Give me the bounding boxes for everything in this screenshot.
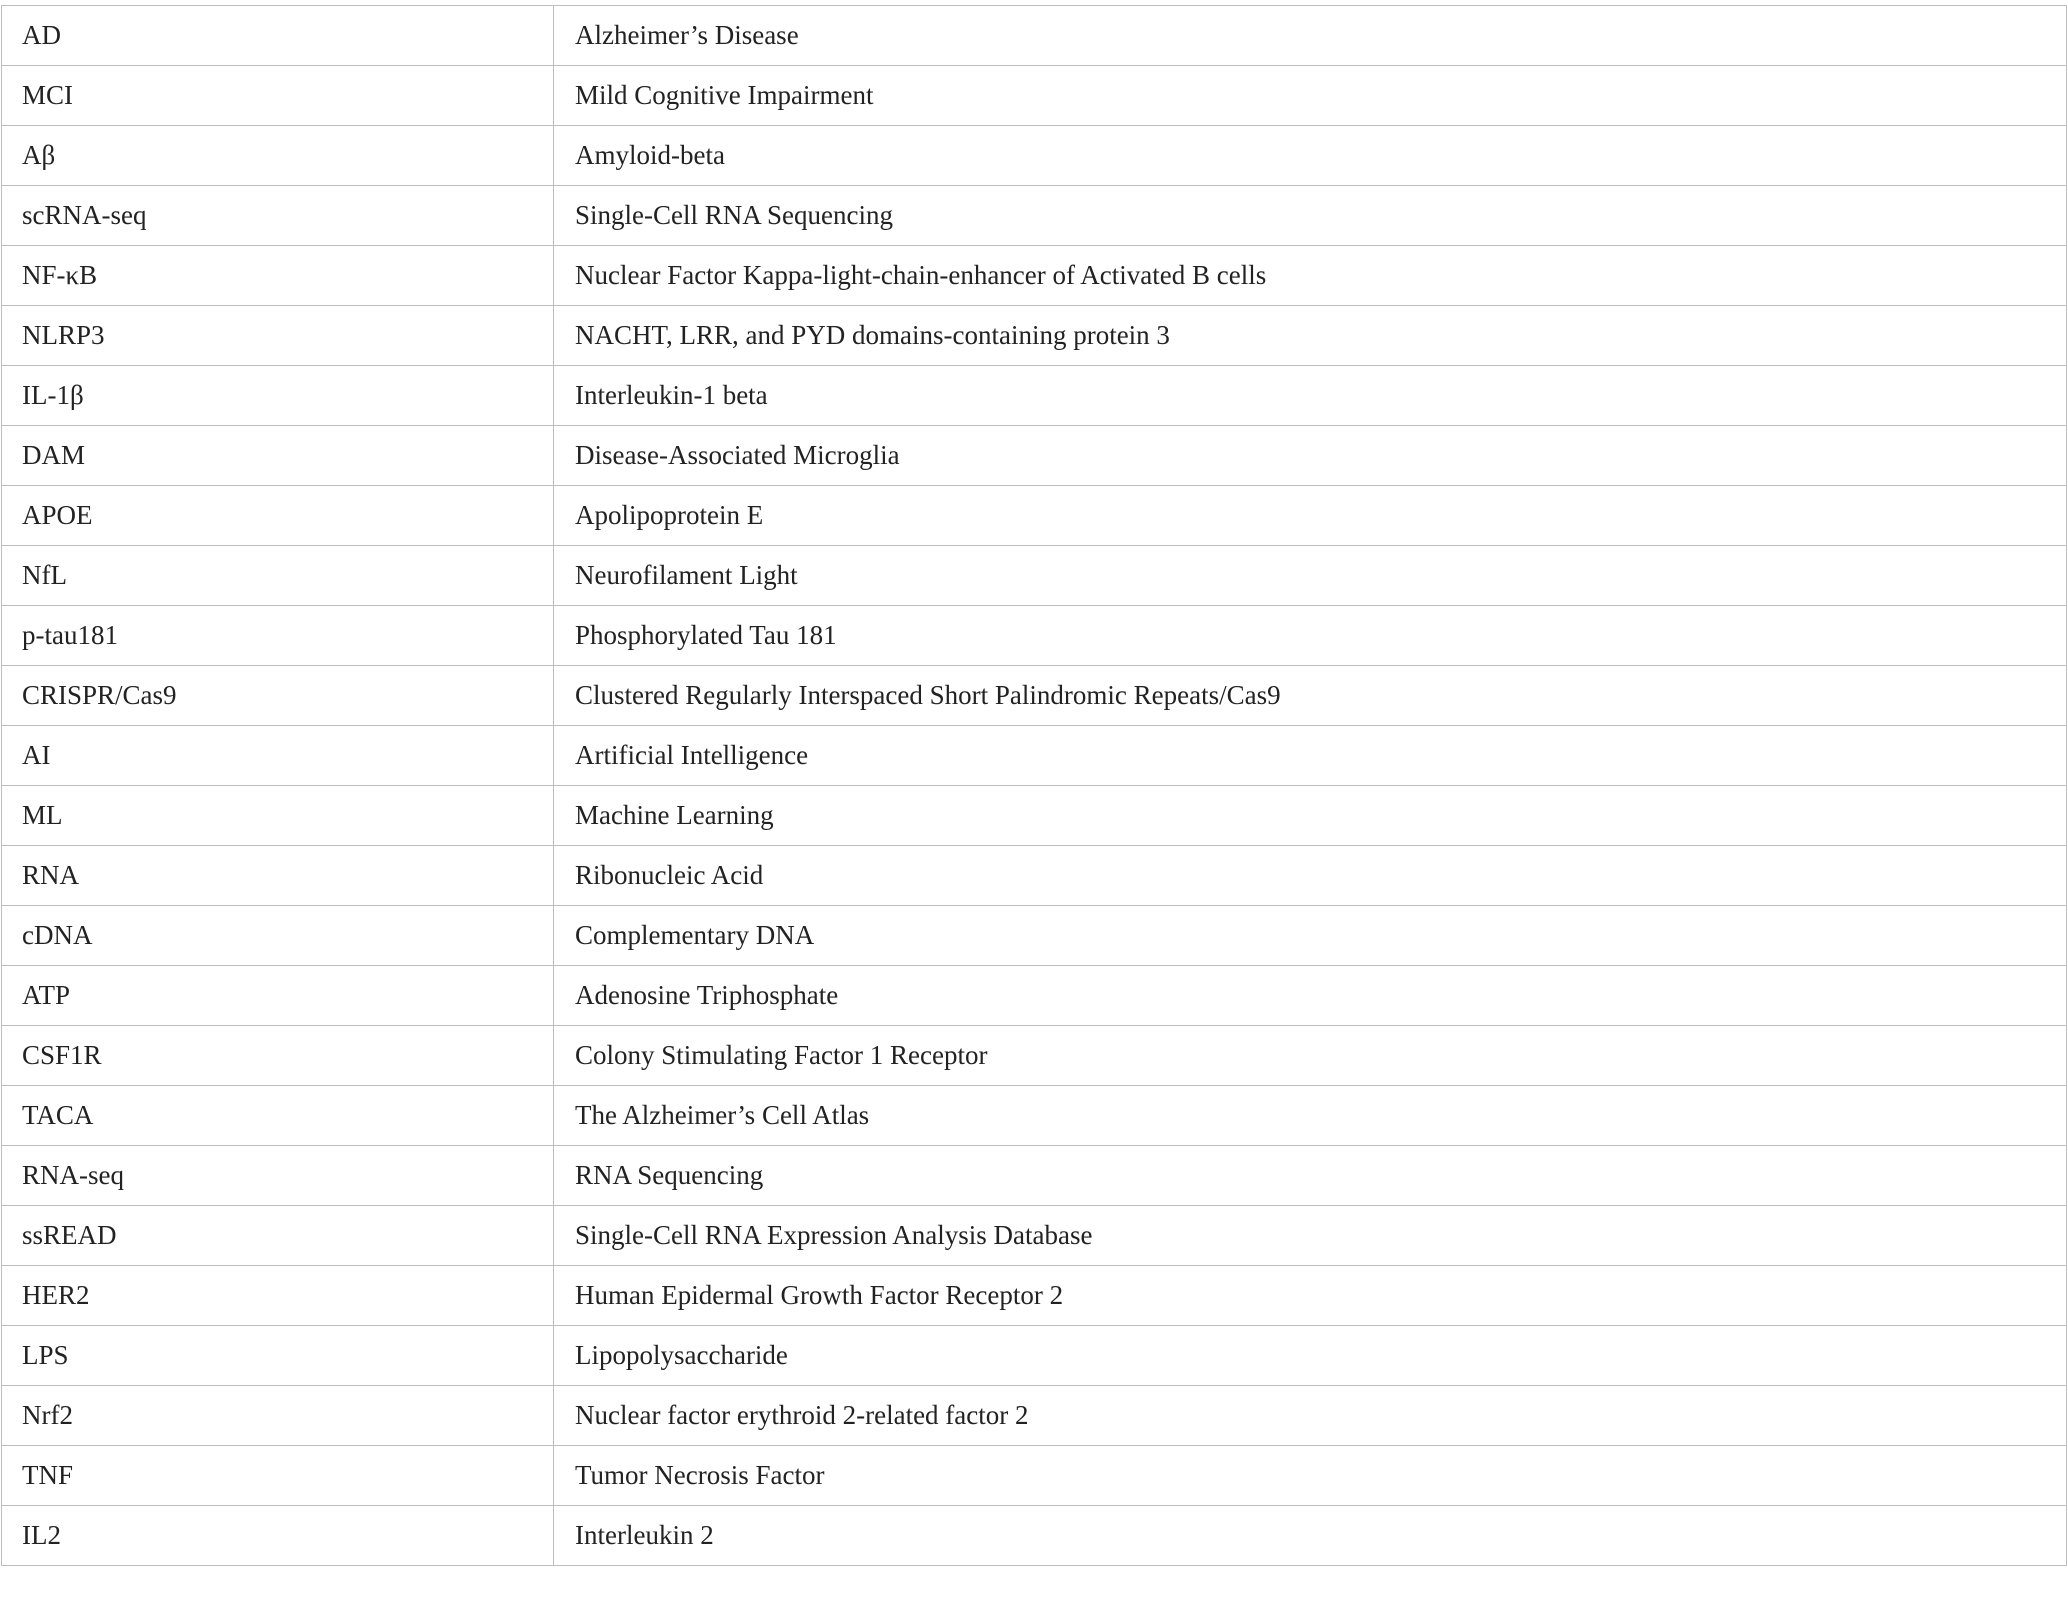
table-row — [2, 1206, 2067, 1266]
abbreviation-cell: APOE — [2, 486, 554, 546]
table-row — [2, 726, 2067, 786]
table-row — [2, 1266, 2067, 1326]
abbreviation-cell: IL-1β — [2, 366, 554, 426]
definition-cell: Machine Learning — [554, 786, 2067, 846]
definition-cell: Single-Cell RNA Sequencing — [554, 186, 2067, 246]
abbreviation-cell: Nrf2 — [2, 1386, 554, 1446]
definition-cell: Clustered Regularly Interspaced Short Palindromic Repeats/Cas9 — [554, 666, 2067, 726]
definition-cell: Phosphorylated Tau 181 — [554, 606, 2067, 666]
table-row — [2, 486, 2067, 546]
abbreviation-cell: HER2 — [2, 1266, 554, 1326]
table-row — [2, 786, 2067, 846]
definition-cell: The Alzheimer’s Cell Atlas — [554, 1086, 2067, 1146]
definition-cell: Mild Cognitive Impairment — [554, 66, 2067, 126]
definition-cell: Artificial Intelligence — [554, 726, 2067, 786]
abbreviation-cell: cDNA — [2, 906, 554, 966]
table-row — [2, 306, 2067, 366]
definition-cell: Complementary DNA — [554, 906, 2067, 966]
abbreviation-cell: Aβ — [2, 126, 554, 186]
abbreviation-cell: p-tau181 — [2, 606, 554, 666]
definition-cell: Nuclear Factor Kappa-light-chain-enhancer of Activated B cells — [554, 246, 2067, 306]
definition-cell: RNA Sequencing — [554, 1146, 2067, 1206]
abbreviation-cell: ATP — [2, 966, 554, 1026]
definition-cell: Nuclear factor erythroid 2-related factor 2 — [554, 1386, 2067, 1446]
abbreviations-table-body — [2, 6, 2067, 1566]
table-row — [2, 1326, 2067, 1386]
definition-cell: Neurofilament Light — [554, 546, 2067, 606]
abbreviation-cell: RNA-seq — [2, 1146, 554, 1206]
abbreviation-cell: NLRP3 — [2, 306, 554, 366]
definition-cell: Alzheimer’s Disease — [554, 6, 2067, 66]
table-row — [2, 246, 2067, 306]
definition-cell: Adenosine Triphosphate — [554, 966, 2067, 1026]
definition-cell: Ribonucleic Acid — [554, 846, 2067, 906]
table-row — [2, 426, 2067, 486]
abbreviation-cell: AI — [2, 726, 554, 786]
table-row — [2, 1086, 2067, 1146]
abbreviations-table — [1, 5, 2067, 1566]
definition-cell: NACHT, LRR, and PYD domains-containing protein 3 — [554, 306, 2067, 366]
table-row — [2, 6, 2067, 66]
table-row — [2, 966, 2067, 1026]
definition-cell: Amyloid-beta — [554, 126, 2067, 186]
abbreviation-cell: TACA — [2, 1086, 554, 1146]
abbreviation-cell: ssREAD — [2, 1206, 554, 1266]
definition-cell: Lipopolysaccharide — [554, 1326, 2067, 1386]
abbreviation-cell: TNF — [2, 1446, 554, 1506]
table-row — [2, 1026, 2067, 1086]
table-row — [2, 1146, 2067, 1206]
definition-cell: Apolipoprotein E — [554, 486, 2067, 546]
table-row — [2, 546, 2067, 606]
definition-cell: Interleukin-1 beta — [554, 366, 2067, 426]
abbreviation-cell: MCI — [2, 66, 554, 126]
abbreviation-cell: CRISPR/Cas9 — [2, 666, 554, 726]
table-row — [2, 906, 2067, 966]
abbreviation-cell: NfL — [2, 546, 554, 606]
definition-cell: Tumor Necrosis Factor — [554, 1446, 2067, 1506]
table-row — [2, 1446, 2067, 1506]
definition-cell: Interleukin 2 — [554, 1506, 2067, 1566]
table-row — [2, 666, 2067, 726]
abbreviation-cell: CSF1R — [2, 1026, 554, 1086]
abbreviation-cell: NF-κB — [2, 246, 554, 306]
table-row — [2, 846, 2067, 906]
definition-cell: Single-Cell RNA Expression Analysis Database — [554, 1206, 2067, 1266]
abbreviation-cell: RNA — [2, 846, 554, 906]
abbreviation-cell: LPS — [2, 1326, 554, 1386]
abbreviation-cell: DAM — [2, 426, 554, 486]
abbreviation-cell: IL2 — [2, 1506, 554, 1566]
table-row — [2, 606, 2067, 666]
abbreviation-cell: ML — [2, 786, 554, 846]
abbreviation-cell: scRNA-seq — [2, 186, 554, 246]
definition-cell: Human Epidermal Growth Factor Receptor 2 — [554, 1266, 2067, 1326]
definition-cell: Colony Stimulating Factor 1 Receptor — [554, 1026, 2067, 1086]
table-row — [2, 66, 2067, 126]
table-row — [2, 126, 2067, 186]
table-row — [2, 1506, 2067, 1566]
table-row — [2, 366, 2067, 426]
definition-cell: Disease-Associated Microglia — [554, 426, 2067, 486]
abbreviation-cell: AD — [2, 6, 554, 66]
table-row — [2, 1386, 2067, 1446]
table-row — [2, 186, 2067, 246]
